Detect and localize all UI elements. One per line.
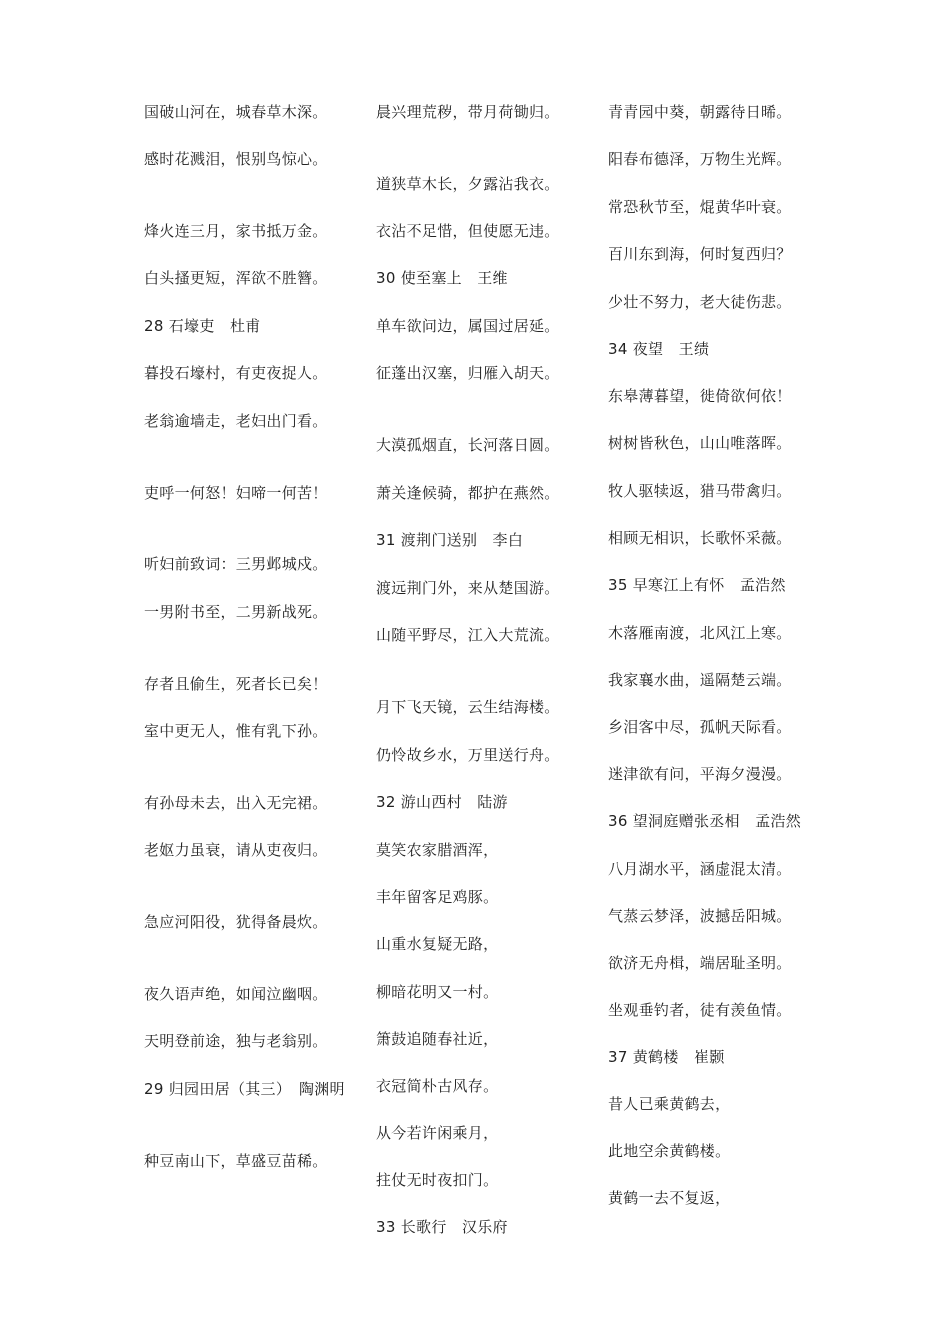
poem-line: 老妪力虽衰，请从吏夜归。	[144, 841, 328, 859]
poem-line: 黄鹤一去不复返，	[608, 1189, 731, 1207]
poem-line: 衣沾不足惜，但使愿无违。	[376, 222, 560, 240]
poem-line: 白头搔更短，浑欲不胜簪。	[144, 269, 328, 287]
poem-line: 急应河阳役，犹得备晨炊。	[144, 913, 328, 931]
poem-line: 树树皆秋色，山山唯落晖。	[608, 434, 792, 452]
poem-line: 感时花溅泪，恨别鸟惊心。	[144, 150, 328, 168]
poem-line: 国破山河在，城春草木深。	[144, 103, 328, 121]
poem-line: 大漠孤烟直，长河落日圆。	[376, 436, 560, 454]
poem-heading: 29 归园田居（其三） 陶渊明	[144, 1080, 345, 1098]
poem-line: 存者且偷生，死者长已矣！	[144, 675, 328, 693]
poem-line: 柳暗花明又一村。	[376, 983, 499, 1001]
poem-line: 月下飞天镜，云生结海楼。	[376, 698, 560, 716]
poem-line: 阳春布德泽，万物生光辉。	[608, 150, 792, 168]
poem-line: 东皋薄暮望，徙倚欲何依！	[608, 387, 792, 405]
poem-heading: 34 夜望 王绩	[608, 340, 710, 358]
poem-line: 征蓬出汉塞，归雁入胡天。	[376, 364, 560, 382]
poem-heading: 31 渡荆门送别 李白	[376, 531, 524, 549]
poem-line: 少壮不努力，老大徒伤悲。	[608, 293, 792, 311]
poem-line: 烽火连三月，家书抵万金。	[144, 222, 328, 240]
poem-line: 坐观垂钓者，徒有羡鱼情。	[608, 1001, 792, 1019]
poem-heading: 33 长歌行 汉乐府	[376, 1218, 508, 1236]
poem-line: 牧人驱犊返，猎马带禽归。	[608, 482, 792, 500]
poem-line: 丰年留客足鸡豚。	[376, 888, 499, 906]
poem-line: 仍怜故乡水，万里送行舟。	[376, 746, 560, 764]
poem-line: 听妇前致词：三男邺城戍。	[144, 555, 328, 573]
poem-heading: 37 黄鹤楼 崔颢	[608, 1048, 725, 1066]
poem-line: 青青园中葵，朝露待日晞。	[608, 103, 792, 121]
poem-heading: 36 望洞庭赠张丞相 孟浩然	[608, 812, 802, 830]
poem-line: 单车欲问边，属国过居延。	[376, 317, 560, 335]
poem-line: 暮投石壕村，有吏夜捉人。	[144, 364, 328, 382]
poem-line: 天明登前途，独与老翁别。	[144, 1032, 328, 1050]
poem-heading: 30 使至塞上 王维	[376, 269, 508, 287]
poem-line: 木落雁南渡，北风江上寒。	[608, 624, 792, 642]
poem-line: 箫鼓追随春社近，	[376, 1030, 499, 1048]
poem-line: 气蒸云梦泽，波撼岳阳城。	[608, 907, 792, 925]
poem-heading: 28 石壕吏 杜甫	[144, 317, 261, 335]
poem-line: 百川东到海，何时复西归？	[608, 245, 792, 263]
poem-line: 山随平野尽，江入大荒流。	[376, 626, 560, 644]
poem-line: 种豆南山下，草盛豆苗稀。	[144, 1152, 328, 1170]
poem-line: 从今若许闲乘月，	[376, 1124, 499, 1142]
poem-line: 萧关逢候骑，都护在燕然。	[376, 484, 560, 502]
poem-line: 常恐秋节至，焜黄华叶衰。	[608, 198, 792, 216]
poem-line: 道狭草木长，夕露沾我衣。	[376, 175, 560, 193]
poem-line: 渡远荆门外，来从楚国游。	[376, 579, 560, 597]
poem-heading: 32 游山西村 陆游	[376, 793, 508, 811]
poem-line: 此地空余黄鹤楼。	[608, 1142, 731, 1160]
poem-heading: 35 早寒江上有怀 孟浩然	[608, 576, 786, 594]
poem-line: 吏呼一何怒！妇啼一何苦！	[144, 484, 328, 502]
poem-line: 我家襄水曲，遥隔楚云端。	[608, 671, 792, 689]
poem-line: 夜久语声绝，如闻泣幽咽。	[144, 985, 328, 1003]
poem-line: 一男附书至，二男新战死。	[144, 603, 328, 621]
poem-line: 欲济无舟楫，端居耻圣明。	[608, 954, 792, 972]
poem-line: 衣冠简朴古风存。	[376, 1077, 499, 1095]
poem-line: 室中更无人，惟有乳下孙。	[144, 722, 328, 740]
poem-line: 昔人已乘黄鹤去，	[608, 1095, 731, 1113]
poem-line: 八月湖水平，涵虚混太清。	[608, 860, 792, 878]
poem-line: 迷津欲有问，平海夕漫漫。	[608, 765, 792, 783]
poem-line: 山重水复疑无路，	[376, 935, 499, 953]
poem-line: 拄仗无时夜扣门。	[376, 1171, 499, 1189]
poem-line: 莫笑农家腊酒浑，	[376, 841, 499, 859]
poem-line: 有孙母未去，出入无完裙。	[144, 794, 328, 812]
poem-line: 乡泪客中尽，孤帆天际看。	[608, 718, 792, 736]
poem-line: 相顾无相识，长歌怀采薇。	[608, 529, 792, 547]
poem-line: 晨兴理荒秽，带月荷锄归。	[376, 103, 560, 121]
poem-line: 老翁逾墙走，老妇出门看。	[144, 412, 328, 430]
